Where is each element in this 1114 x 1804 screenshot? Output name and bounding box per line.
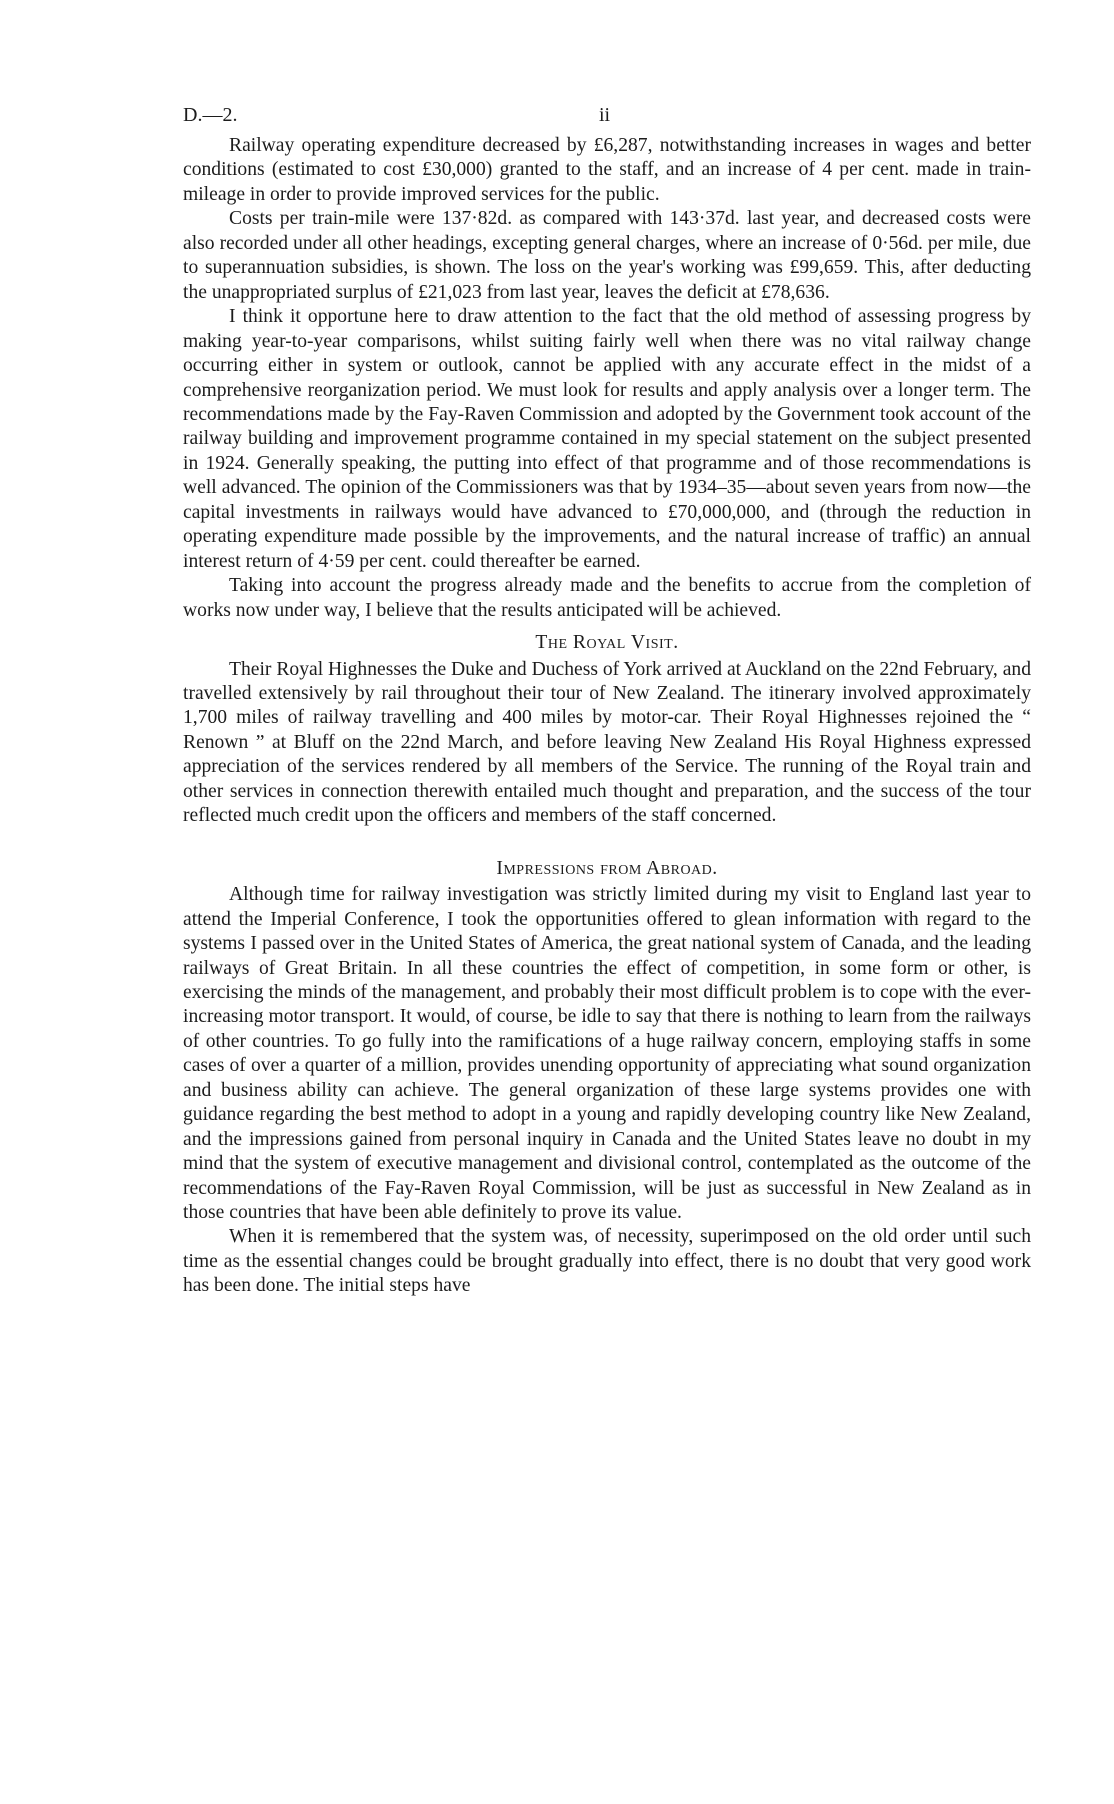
section-heading-royal-visit: The Royal Visit. bbox=[535, 632, 679, 654]
paragraph-system-superimposed: When it is remembered that the system was, of necessity, superimposed on the old order until such time as the essential changes could be brought gradually into effect, there is no doubt that very good work has been done. The initial steps have bbox=[183, 1226, 1031, 1297]
page-header bbox=[183, 104, 1031, 130]
section-heading-impressions-abroad: Impressions from Abroad. bbox=[496, 857, 718, 879]
page-number: ii bbox=[599, 104, 611, 126]
paragraph-impressions-abroad: Although time for railway investigation was strictly limited during my visit to England last year to attend the Imperial Conference, I took the opportunities offered to glean information with regard to the systems I passed over in the United States of America, the great national system of Canada, and the leading railways of Great Britain. In all these countries the effect of competition, in some form or other, is exercising the minds of the management, and probably their most difficult problem is to cope with the ever-increasing motor transport. It would, of course, be idle to say that there is nothing to learn from the railways of other countries. To go fully into the ramifications of a huge railway concern, employing staffs in some cases of over a quarter of a million, provides unending opportunity of appreciating what sound organization and business ability can achieve. The general organization of these large systems provides one with guidance regarding the best method to adopt in a young and rapidly developing country like New Zealand, and the impressions gained from personal inquiry in Canada and the United States leave no doubt in my mind that the system of executive management and divisional control, contemplated as the outcome of the recommendations of the Fay-Raven Royal Commission, will be just as successful in New Zealand as in those countries that have been able definitely to prove its value. bbox=[183, 884, 1031, 1224]
document-body bbox=[183, 134, 1031, 1299]
paragraph-costs: Costs per train-mile were 137·82d. as compared with 143·37d. last year, and decreased costs were also recorded under all other headings, excepting general charges, where an increase of 0·56d. per mile, due to superannuation subsidies, is shown. The loss on the year's working was £99,659. This, after deducting the unappropriated surplus of £21,023 from last year, leaves the deficit at £78,636. bbox=[183, 208, 1031, 303]
paragraph-expenditure: Railway operating expenditure decreased by £6,287, notwithstanding increases in wages and better conditions (estimated to cost £30,000) granted to the staff, and an increase of 4 per cent. made in train-mileage in order to provide improved services for the public. bbox=[183, 135, 1031, 205]
paragraph-results-anticipated: Taking into account the progress already made and the benefits to accrue from the completion of works now under way, I believe that the results anticipated will be achieved. bbox=[183, 575, 1031, 621]
document-code: D.—2. bbox=[183, 104, 238, 126]
paragraph-royal-visit: Their Royal Highnesses the Duke and Duchess of York arrived at Auckland on the 22nd February, and travelled extensively by rail throughout their tour of New Zealand. The itinerary involved approximately 1,700 miles of railway travelling and 400 miles by motor-car. Their Royal Highnesses rejoined the “ Renown ” at Bluff on the 22nd March, and before leaving New Zealand His Royal Highness expressed appreciation of the services rendered by all members of the Service. The running of the Royal train and other services in connection therewith entailed much thought and preparation, and the success of the tour reflected much credit upon the officers and members of the staff concerned. bbox=[183, 658, 1031, 827]
paragraph-progress-assessment: I think it opportune here to draw attention to the fact that the old method of assessing progress by making year-to-year comparisons, whilst suiting fairly well when there was no vital railway change occurring either in system or outlook, cannot be applied with any accurate effect in the midst of a comprehensive reorganization period. We must look for results and apply analysis over a longer term. The recommendations made by the Fay-Raven Commission and adopted by the Government took account of the railway building and improvement programme contained in my special statement on the subject presented in 1924. Generally speaking, the putting into effect of that programme and of those recommendations is well advanced. The opinion of the Commissioners was that by 1934–35—about seven years from now—the capital investments in railways would have advanced to £70,000,000, and (through the reduction in operating expenditure made possible by the improvements, and the natural increase of traffic) an annual interest return of 4·59 per cent. could thereafter be earned. bbox=[183, 306, 1031, 572]
document-page bbox=[183, 104, 1031, 1299]
